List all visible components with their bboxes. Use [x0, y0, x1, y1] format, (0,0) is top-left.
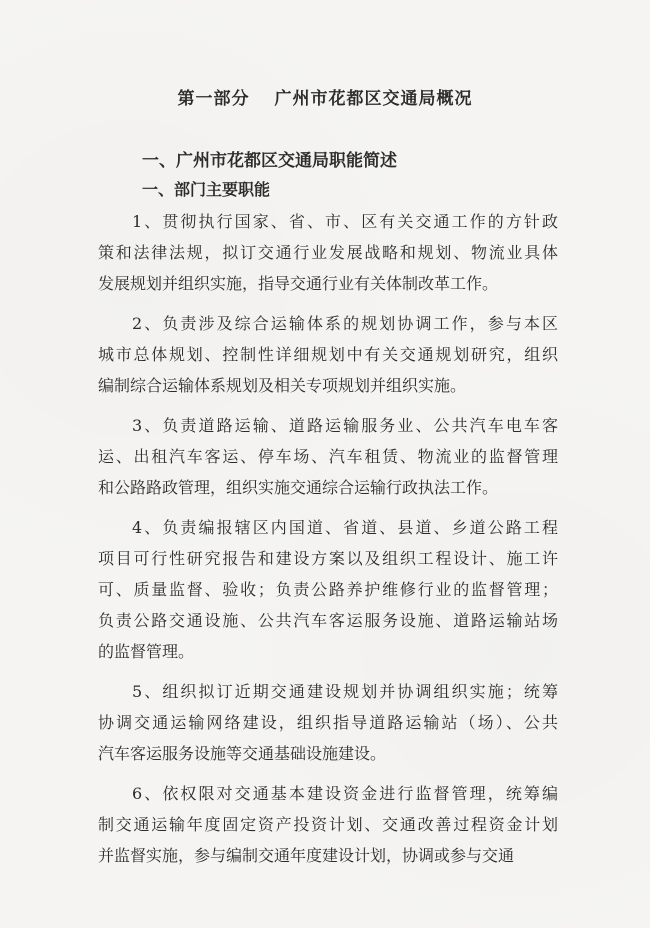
- sub-heading: 一、部门主要职能: [142, 180, 271, 199]
- paragraph-line: 汽车客运服务设施等交通基础设施建设。: [98, 744, 387, 763]
- paragraph-line: 城市总体规划、控制性详细规划中有关交通规划研究，组织: [98, 345, 558, 364]
- body-text: [98, 206, 558, 880]
- paragraph-line: 运、出租汽车客运、停车场、汽车租赁、物流业的监督管理: [98, 447, 558, 466]
- paragraph-line: 发展规划并组织实施，指导交通行业有关体制改革工作。: [98, 274, 499, 293]
- paragraph-line: 并监督实施，参与编制交通年度建设计划，协调或参与交通: [98, 846, 515, 865]
- section-heading: 一、广州市花都区交通局职能简述: [142, 151, 397, 171]
- paragraph-line: 3、负责道路运输、道路运输服务业、公共汽车电车客: [132, 416, 558, 435]
- paragraph-3: [98, 410, 558, 503]
- paragraph-line: 负责公路交通设施、公共汽车客运服务设施、道路运输站场: [98, 611, 558, 630]
- paragraph-line: 1、贯彻执行国家、省、市、区有关交通工作的方针政: [132, 212, 558, 231]
- paragraph-line: 2、负责涉及综合运输体系的规划协调工作，参与本区: [132, 314, 558, 333]
- paragraph-6: [98, 778, 558, 871]
- paragraph-1: [98, 206, 558, 299]
- paragraph-line: 的监督管理。: [98, 642, 195, 661]
- paragraph-line: 5、组织拟订近期交通建设规划并协调组织实施；统筹: [132, 682, 558, 701]
- paragraph-line: 可、质量监督、验收；负责公路养护维修行业的监督管理；: [98, 580, 558, 599]
- paragraph-line: 策和法律法规，拟订交通行业发展战略和规划、物流业具体: [98, 243, 558, 262]
- paragraph-2: [98, 308, 558, 401]
- paragraph-5: [98, 676, 558, 769]
- document-title: 第一部分 广州市花都区交通局概况: [177, 89, 473, 109]
- paragraph-line: 6、依权限对交通基本建设资金进行监督管理，统筹编: [132, 784, 558, 803]
- paragraph-line: 编制综合运输体系规划及相关专项规划并组织实施。: [98, 376, 467, 395]
- paragraph-line: 和公路路政管理，组织实施交通综合运输行政执法工作。: [98, 478, 499, 497]
- paragraph-4: [98, 512, 558, 667]
- paragraph-line: 项目可行性研究报告和建设方案以及组织工程设计、施工许: [98, 549, 558, 568]
- paragraph-line: 制交通运输年度固定资产投资计划、交通改善过程资金计划: [98, 815, 558, 834]
- paragraph-line: 4、负责编报辖区内国道、省道、县道、乡道公路工程: [132, 518, 558, 537]
- paragraph-line: 协调交通运输网络建设，组织指导道路运输站（场）、公共: [98, 713, 558, 732]
